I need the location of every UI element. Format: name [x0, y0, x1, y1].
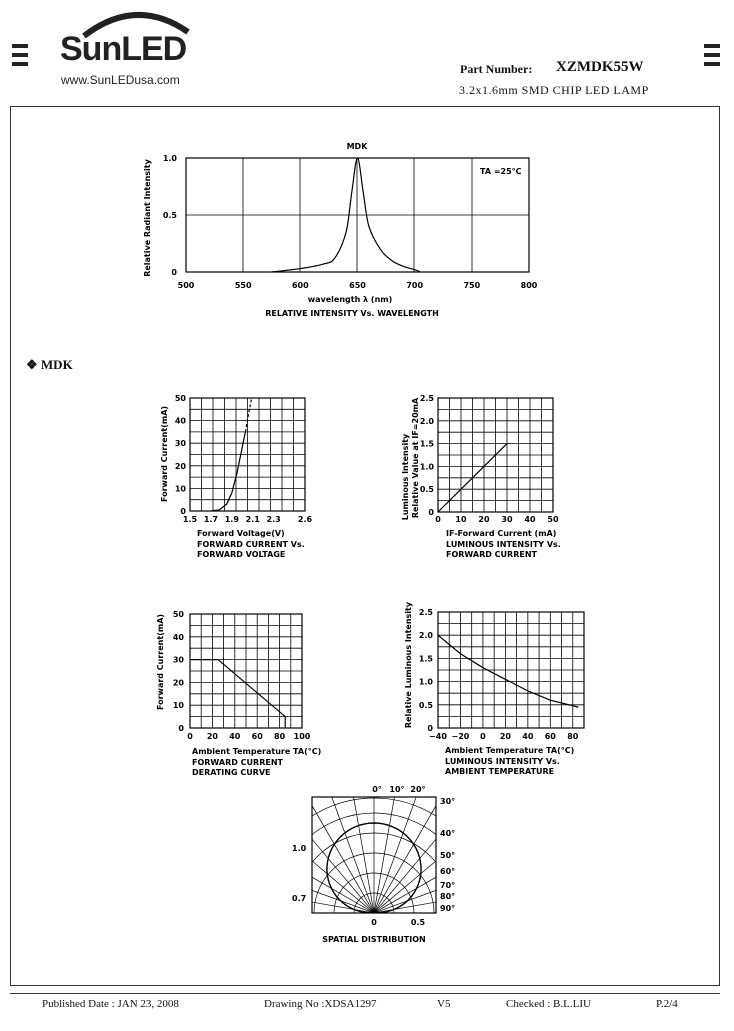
iv-xlabel: Forward Voltage(V) — [197, 529, 285, 538]
x-tick-label: 0 — [480, 732, 486, 741]
der-caption-1: FORWARD CURRENT — [192, 758, 283, 767]
x-tick-label: 2.3 — [266, 515, 281, 524]
footer-rule — [10, 993, 720, 994]
ic-ylabel-2: Relative Value at IF=20mA — [411, 397, 420, 519]
polar-grid — [214, 753, 534, 1028]
x-tick-label: 30 — [501, 515, 513, 524]
iv-chart — [160, 394, 313, 559]
y-tick-label: 30 — [172, 655, 184, 665]
intensity-current-chart — [401, 394, 561, 559]
spatial-r-90: 90° — [440, 904, 456, 913]
x-tick-label: 40 — [524, 515, 536, 524]
y-tick-label: 2.5 — [418, 608, 433, 617]
series-line — [211, 432, 246, 511]
x-tick-label: 600 — [291, 281, 309, 290]
x-tick-label: −40 — [429, 732, 447, 741]
x-tick-label: 1.5 — [182, 515, 198, 524]
y-tick-label: 0.5 — [418, 700, 433, 710]
spectrum-title: MDK — [346, 142, 368, 151]
it-caption-2: AMBIENT TEMPERATURE — [445, 767, 555, 776]
x-tick-label: 20 — [478, 515, 490, 524]
spatial-r-30: 30° — [440, 797, 456, 806]
x-tick-label: 800 — [520, 281, 538, 290]
y-tick-label: 1.0 — [162, 154, 177, 163]
x-tick-label: 0 — [435, 515, 441, 524]
spatial-r-40: 40° — [440, 829, 456, 838]
y-tick-label: 50 — [174, 394, 186, 403]
x-tick-label: 2.6 — [297, 515, 313, 524]
derating-chart — [156, 610, 321, 777]
x-tick-label: 700 — [406, 281, 424, 290]
x-tick-label: 100 — [293, 732, 311, 741]
x-tick-label: 1.7 — [203, 515, 218, 524]
x-tick-label: 80 — [567, 732, 579, 741]
x-tick-label: 50 — [547, 515, 559, 524]
y-tick-label: 0 — [178, 724, 184, 733]
spatial-chart — [214, 753, 534, 1028]
x-tick-label: 20 — [206, 732, 218, 741]
ic-caption-2: FORWARD CURRENT — [446, 550, 537, 559]
y-tick-label: 0 — [427, 724, 433, 733]
page-number: P.2/4 — [656, 998, 678, 1010]
product-subtitle: 3.2x1.6mm SMD CHIP LED LAMP — [459, 83, 649, 97]
spatial-left-1: 1.0 — [292, 844, 307, 853]
x-tick-label: −20 — [451, 732, 470, 741]
y-tick-label: 10 — [174, 484, 186, 494]
y-tick-label: 2.0 — [419, 416, 434, 426]
ic-ylabel-1: Luminous Intensity — [401, 433, 410, 521]
intensity-temp-chart — [404, 601, 584, 776]
spatial-bottom-0: 0 — [371, 918, 377, 927]
it-ylabel: Relative Luminous Intensity — [404, 601, 413, 729]
x-tick-label: 40 — [522, 732, 534, 741]
x-tick-label: 0 — [187, 732, 193, 741]
y-tick-label: 0 — [171, 268, 177, 277]
y-tick-label: 40 — [172, 632, 184, 642]
x-tick-label: 40 — [229, 732, 241, 741]
y-tick-label: 2.5 — [419, 394, 434, 403]
y-tick-label: 2.0 — [418, 631, 433, 641]
y-tick-label: 1.5 — [419, 439, 434, 449]
y-tick-label: 1.0 — [418, 677, 433, 687]
spatial-caption: SPATIAL DISTRIBUTION — [322, 935, 426, 944]
x-tick-label: 2.1 — [245, 515, 260, 524]
version: V5 — [437, 998, 451, 1010]
spatial-bottom-05: 0.5 — [410, 918, 426, 927]
x-tick-label: 650 — [349, 281, 366, 290]
it-xlabel: Ambient Temperature TA(°C) — [445, 746, 575, 755]
series-line — [438, 635, 578, 707]
y-tick-label: 20 — [172, 678, 184, 688]
diamond-icon: ❖ — [26, 357, 38, 372]
ic-caption-1: LUMINOUS INTENSITY Vs. — [446, 540, 561, 549]
x-tick-label: 20 — [499, 732, 511, 741]
iv-ylabel: Forward Current(mA) — [160, 405, 169, 503]
part-number: XZMDK55W — [556, 59, 644, 75]
spatial-top-20: 20° — [410, 785, 426, 794]
spectrum-chart — [143, 142, 538, 318]
spatial-top-0: 0° — [372, 785, 382, 794]
spatial-r-50: 50° — [440, 851, 456, 860]
spatial-r-80: 80° — [440, 892, 456, 901]
series-line — [245, 398, 251, 432]
spatial-top-10: 10° — [389, 785, 405, 794]
spectrum-caption: RELATIVE INTENSITY Vs. WAVELENGTH — [265, 309, 439, 318]
checked-by: Checked : B.L.LIU — [506, 998, 591, 1010]
iv-caption-2: FORWARD VOLTAGE — [197, 550, 286, 559]
it-caption-1: LUMINOUS INTENSITY Vs. — [445, 757, 560, 766]
y-tick-label: 0 — [428, 508, 434, 517]
logo-text: SunLED — [60, 30, 187, 68]
section-title: MDK — [40, 357, 73, 372]
der-caption-2: DERATING CURVE — [192, 768, 271, 777]
x-tick-label: 750 — [463, 281, 481, 290]
spectrum-annotation: TA =25°C — [480, 167, 522, 176]
der-ylabel: Forward Current(mA) — [156, 613, 165, 711]
der-xlabel: Ambient Temperature TA(°C) — [192, 747, 322, 756]
y-tick-label: 1.5 — [418, 654, 433, 664]
spatial-r-70: 70° — [440, 881, 456, 890]
x-tick-label: 60 — [544, 732, 556, 741]
x-tick-label: 1.9 — [224, 515, 239, 524]
y-tick-label: 30 — [174, 439, 186, 449]
iv-caption-1: FORWARD CURRENT Vs. — [197, 540, 305, 549]
y-tick-label: 50 — [172, 610, 184, 619]
y-tick-label: 10 — [172, 701, 184, 711]
ic-xlabel: IF-Forward Current (mA) — [446, 529, 557, 538]
y-tick-label: 40 — [174, 416, 186, 426]
logo-url: www.SunLEDusa.com — [61, 73, 180, 87]
y-tick-label: 1.0 — [419, 462, 434, 472]
spatial-r-60: 60° — [440, 867, 456, 876]
y-tick-label: 0.5 — [419, 485, 434, 495]
published-date: Published Date : JAN 23, 2008 — [42, 998, 179, 1010]
y-tick-label: 0 — [180, 507, 186, 516]
spectrum-xlabel: wavelength λ (nm) — [307, 295, 393, 304]
spectrum-ylabel: Relative Radiant Intensity — [143, 159, 152, 277]
x-tick-label: 550 — [234, 281, 252, 290]
y-tick-label: 20 — [174, 461, 186, 471]
spatial-left-07: 0.7 — [292, 894, 307, 903]
drawing-number: Drawing No :XDSA1297 — [264, 998, 377, 1010]
part-number-label: Part Number: — [460, 62, 533, 76]
x-tick-label: 10 — [455, 515, 467, 524]
x-tick-label: 60 — [251, 732, 263, 741]
y-tick-label: 0.5 — [162, 211, 177, 220]
x-tick-label: 80 — [274, 732, 286, 741]
x-tick-label: 500 — [177, 281, 195, 290]
